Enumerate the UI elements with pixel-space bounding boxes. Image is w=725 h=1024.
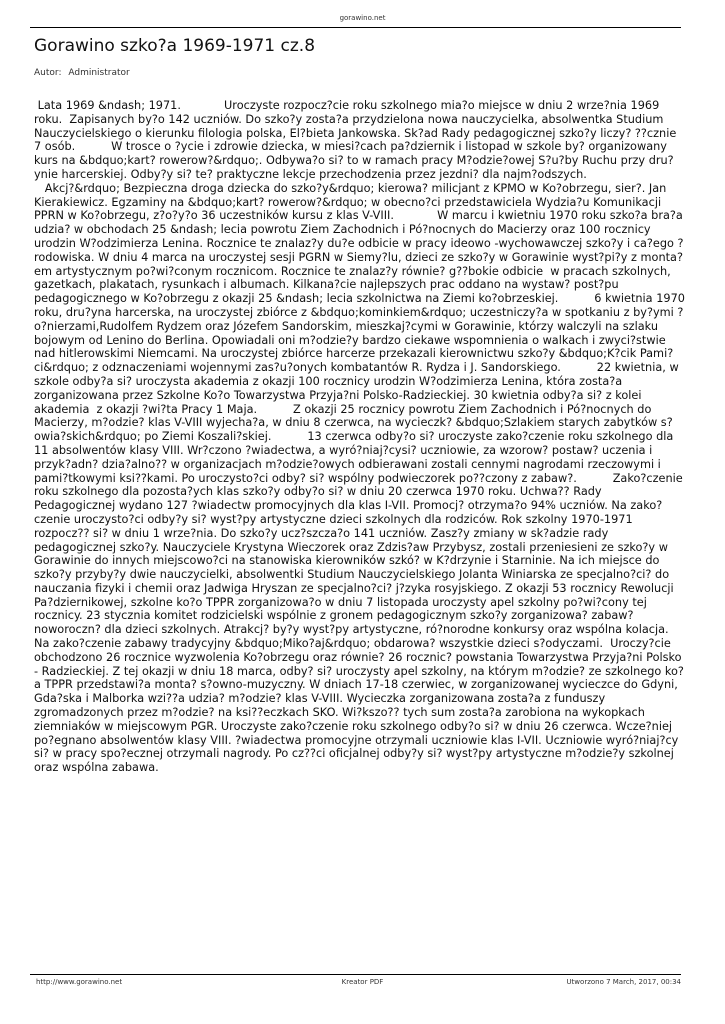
article-body: Lata 1969 &ndash; 1971. Uroczyste rozpocz?cie roku szkolnego mia?o miejsce w dniu 2 wrze?nia 1969 roku. Zapisanych by?o 142 uczniów. Do szko?y zosta?a przydzielona nowa nauczycielka, absolwentka Studium Nauczycielskiego o kierunku filologia polska, El?bieta Jankowska. Sk?ad Rady pedagogicznej szko?y liczy? ??cznie 7 osób. W trosce o ?ycie i zdrowie dziecka, w miesi?cach pa?dziernik i listopad w szkole by? organizowany kurs na &bdquo;kart? rowerow?&rdquo;. Odbywa?o si? to w ramach pracy M?odzie?owej S?u?by Ruchu przy dru?ynie harcerskiej. Odby?y si? te? praktyczne lekcje przechodzenia przez jezdni? dla najm?odszych. Akcj?&rdquo; Bezpieczna droga dziecka do szko?y&rdquo; kierowa? milicjant z KPMO w Ko?obrzegu, sier?. Jan Kierakiewicz. Egzaminy na &bdquo;kart? rowerow?&rdquo; w obecno?ci przedstawiciela Wydzia?u Komunikacji PPRN w Ko?obrzegu, z?o?y?o 36 uczestników kursu z klas V-VIII. W marcu i kwietniu 1970 roku szko?a bra?a udzia? w obchodach 25 &ndash; lecia powrotu Ziem Zachodnich i Pó?nocnych do Macierzy oraz 100 rocznicy urodzin W?odzimierza Lenina. Rocznice te znalaz?y du?e odbicie w pracy ideowo -wychowawczej szko?y i ca?ego ?rodowiska. W dniu 4 marca na uroczystej sesji PGRN w Siemy?lu, dzieci ze szko?y w Gorawinie wyst?pi?y z monta?em artystycznym po?wi?conym rocznicom. Rocznice te znalaz?y równie? g??bokie odbicie w pracach szkolnych, gazetkach, plakatach, rysunkach i albumach. Kilkana?cie najlepszych prac oddano na wystaw? post?pu pedagogicznego w Ko?obrzegu z okazji 25 &ndash; lecia szkolnictwa na Ziemi ko?obrzeskiej. 6 kwietnia 1970 roku, dru?yna harcerska, na uroczystej zbiórce z &bdquo;kominkiem&rdquo; uczestniczy?a w spotkaniu z by?ymi ?o?nierzami,Rudolfem Rydzem oraz Józefem Sandorskim, mieszkaj?cymi w Gorawinie, którzy walczyli na szlaku bojowym od Lenino do Berlina. Opowiadali oni m?odzie?y bardzo ciekawe wspomnienia o walkach i zwyci?stwie nad hitlerowskimi Niemcami. Na uroczystej zbiórce harcerze przekazali kierownictwu szko?y &bdquo;K?cik Pami?ci&rdquo; z odznaczeniami wojennymi zas?u?onych kombatantów R. Rydza i J. Sandorskiego. 22 kwietnia, w szkole odby?a si? uroczysta akademia z okazji 100 rocznicy urodzin W?odzimierza Lenina, która zosta?a zorganizowana przez Szkolne Ko?o Towarzystwa Przyja?ni Polsko-Radzieckiej. 30 kwietnia odby?a si? z kolei akademia z okazji ?wi?ta Pracy 1 Maja. Z okazji 25 rocznicy powrotu Ziem Zachodnich i Pó?nocnych do Macierzy, m?odzie? klas V-VIII wyjecha?a, w dniu 8 czerwca, na wycieczk? &bdquo;Szlakiem starych zabytków s?owia?skich&rdquo; po Ziemi Koszali?skiej. 13 czerwca odby?o si? uroczyste zako?czenie roku szkolnego dla 11 absolwentów klasy VIII. Wr?czono ?wiadectwa, a wyró?niaj?cysi? uczniowie, za wzorow? postaw? uczenia i przyk?adn? dzia?alno?? w organizacjach m?odzie?owych odbierawani zostali cennymi nagrodami rzeczowymi i pami?tkowymi ksi??kami. Po uroczysto?ci odby? si? wspólny podwieczorek po??czony z zabaw?. Zako?czenie roku szkolnego dla pozosta?ych klas szko?y odby?o si? w dniu 20 czerwca 1970 roku. Uchwa?? Rady Pedagogicznej wydano 127 ?wiadectw promocyjnych dla klas I-VII. Promocj? otrzyma?o 94% uczniów. Na zako?czenie uroczysto?ci odby?y si? wyst?py artystyczne dzieci szkolnych dla rodziców. Rok szkolny 1970-1971 rozpocz?? si? w dniu 1 wrze?nia. Do szko?y ucz?szcza?o 141 uczniów. Zasz?y zmiany w sk?adzie rady pedagogicznej szko?y. Nauczyciele Krystyna Wieczorek oraz Zdzis?aw Przybysz, zostali przeniesieni ze szko?y w Gorawinie do innych miejscowo?ci na stanowiska kierowników szkó? w K?drzynie i Starninie. Na ich miejsce do szko?y przyby?y dwie nauczycielki, absolwentki Studium Nauczycielskiego Jolanta Winiarska ze specjalno?ci? do nauczania fizyki i chemii oraz Jadwiga Hryszan ze specjalno?ci? j?zyka rosyjskiego. Z okazji 53 rocznicy Rewolucji Pa?dziernikowej, szkolne ko?o TPPR zorganizowa?o w dniu 7 listopada uroczysty apel szkolny po?wi?cony tej rocznicy. 23 stycznia komitet rodzicielski wspólnie z gronem pedagogicznym szko?y zorganizowa? zabaw? noworoczn? dla dzieci szkolnych. Atrakcj? by?y wyst?py artystyczne, ró?norodne konkursy oraz wspólna kolacja. Na zako?czenie zabawy tradycyjny &bdquo;Miko?aj&rdquo; obdarowa? wszystkie dzieci s?odyczami. Uroczy?cie obchodzono 26 rocznice wyzwolenia Ko?obrzegu oraz równie? 26 rocznic? powstania Towarzystwa Przyja?ni Polsko - Radzieckiej. Z tej okazji w dniu 18 marca, odby? si? uroczysty apel szkolny, na którym m?odzie? ze szkolnego ko?a TPPR przedstawi?a monta? s?owno-muzyczny. W dniach 17-18 czerwiec, w zorganizowanej wycieczce do Gdyni, Gda?ska i Malborka wzi??a udzia? m?odzie? klas V-VIII. Wycieczka zorganizowana zosta?a z funduszy zgromadzonych przez m?odzie? na ksi??eczkach SKO. Wi?kszo?? tych sum zosta?a zarobiona na wykopkach ziemniaków w miejscowym PGR. Uroczyste zako?czenie roku szkolnego odby?o si? w dniu 26 czerwca. Wcze?niej po?egnano absolwentów klasy VIII. ?wiadectwa promocyjne otrzymali uczniowie klas I-VII. Uczniowie wyró?niaj?cy si? w pracy spo?ecznej otrzymali nagrody. Po cz??ci oficjalnej odby?y si? wyst?py artystyczne m?odzie?y szkolnej oraz wspólna zabawa. [34, 99, 685, 775]
footer-url[interactable]: http://www.gorawino.net [36, 978, 123, 986]
author-name: Administrator [68, 68, 130, 78]
author-label: Autor: [34, 68, 62, 78]
footer-created: Utworzono 7 March, 2017, 00:34 [566, 978, 681, 986]
author-line [34, 68, 134, 78]
footer-generator: Kreator PDF [341, 978, 384, 986]
site-header: gorawino.net [339, 14, 386, 22]
footer-divider [30, 974, 681, 975]
page-title: Gorawino szko?a 1969-1971 cz.8 [34, 36, 316, 56]
header-divider [30, 27, 681, 28]
